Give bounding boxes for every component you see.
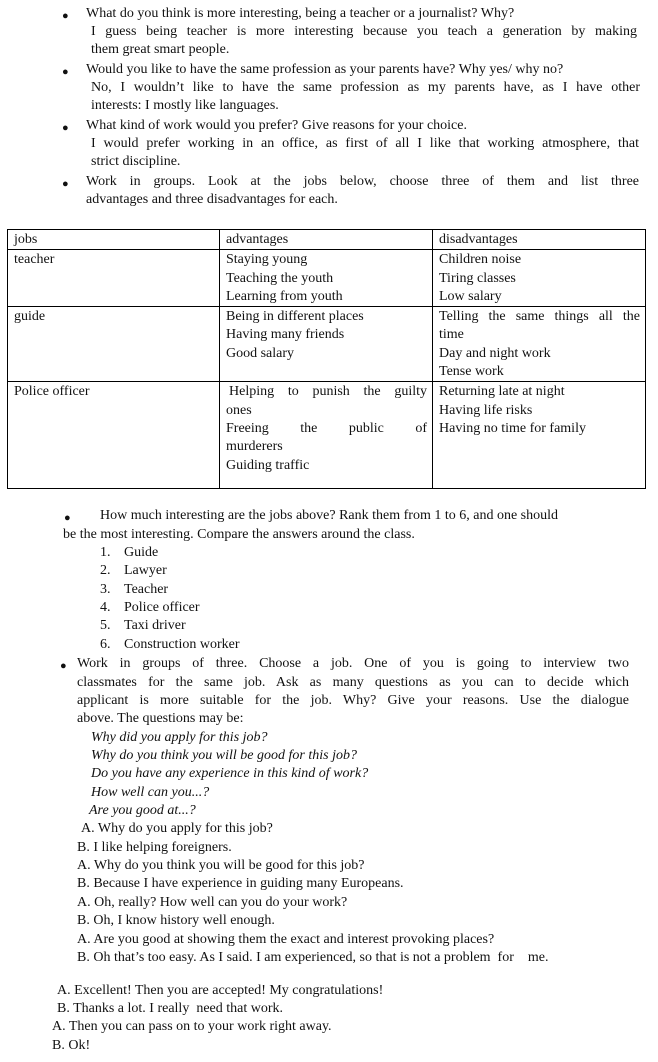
dialogue-line: A. Oh, really? How well can you do your work? [77, 895, 348, 910]
advantage-item: murderers [226, 439, 283, 455]
answer-1-line-1: I guess being teacher is more interesting because you teach a generation by making [91, 24, 637, 39]
sample-question: How well can you...? [91, 785, 210, 800]
interview-task-line-4: above. The questions may be: [77, 711, 244, 726]
group-task-line-2: advantages and three disadvantages for each. [86, 192, 338, 207]
advantage-item: Good salary [226, 345, 295, 361]
header-advantages: advantages [220, 230, 433, 250]
bullet-icon: ● [62, 122, 69, 134]
header-disadvantages: disadvantages [433, 230, 646, 250]
answer-3-line-2: strict discipline. [91, 154, 181, 169]
advantage-item: Helping to punish the guilty [229, 384, 427, 400]
disadvantages-cell [433, 250, 646, 307]
table-row [8, 307, 646, 382]
question-2: Would you like to have the same profession as your parents have? Why yes/ why no? [86, 62, 564, 77]
table-header-row [8, 230, 646, 250]
disadvantage-item: Children noise [439, 252, 522, 268]
ranking-item: Lawyer [124, 563, 167, 578]
disadvantage-item: Low salary [439, 288, 502, 304]
dialogue-end-line: A. Then you can pass on to your work right away. [52, 1019, 332, 1034]
dialogue-line: A. Why do you think you will be good for this job? [77, 858, 365, 873]
advantage-item: Having many friends [226, 327, 345, 343]
bullet-icon: ● [62, 178, 69, 190]
job-cell: teacher [8, 250, 220, 307]
disadvantages-cell [433, 307, 646, 382]
bullet-icon: ● [64, 512, 71, 524]
answer-2-line-2: interests: I mostly like languages. [91, 98, 279, 113]
sample-question: Do you have any experience in this kind of work? [91, 766, 369, 781]
ranking-number: 4. [100, 600, 111, 615]
advantage-item: Learning from youth [226, 288, 343, 304]
sample-question: Why do you think you will be good for this job? [91, 748, 357, 763]
advantage-item: Freeing the public of [226, 420, 427, 436]
jobs-table [7, 229, 646, 489]
answer-2-line-1: No, I wouldn’t like to have the same profession as my parents have, as I have other [91, 80, 640, 95]
dialogue-line: B. Oh, I know history well enough. [77, 913, 275, 928]
ranking-number: 3. [100, 582, 111, 597]
ranking-item: Teacher [124, 582, 169, 597]
advantage-item: Guiding traffic [226, 457, 310, 473]
job-cell: guide [8, 307, 220, 382]
header-jobs: jobs [8, 230, 220, 250]
answer-3-line-1: I would prefer working in an office, as first of all I like that working atmosphere, that [91, 136, 639, 151]
dialogue-end-line: B. Thanks a lot. I really need that work. [57, 1001, 284, 1016]
advantage-item: ones [226, 402, 252, 418]
ranking-line-1: How much interesting are the jobs above? Rank them from 1 to 6, and one should [100, 508, 559, 523]
ranking-number: 2. [100, 563, 111, 578]
dialogue-line: A. Are you good at showing them the exact and interest provoking places? [77, 932, 495, 947]
disadvantages-cell [433, 382, 646, 489]
sample-question: Why did you apply for this job? [91, 730, 268, 745]
interview-task-line-3: applicant is more suitable for the job. Why? Give your reasons. Use the dialogue [77, 693, 629, 708]
interview-task-line-2: classmates for the same job. Ask as many questions as you can to decide which [77, 675, 629, 690]
disadvantage-item: Day and night work [439, 345, 551, 361]
bullet-icon: ● [62, 66, 69, 78]
dialogue-line: B. Because I have experience in guiding many Europeans. [77, 876, 404, 891]
answer-1-line-2: them great smart people. [91, 42, 230, 57]
sample-question: Are you good at...? [89, 803, 196, 818]
advantages-cell [220, 307, 433, 382]
interview-task-line-1: Work in groups of three. Choose a job. One of you is going to interview two [77, 656, 629, 671]
ranking-number: 6. [100, 637, 111, 652]
bullet-icon: ● [60, 660, 67, 672]
ranking-item: Construction worker [124, 637, 240, 652]
bullet-icon: ● [62, 10, 69, 22]
ranking-number: 1. [100, 545, 111, 560]
table-row [8, 382, 646, 489]
dialogue-line: B. Oh that’s too easy. As I said. I am experienced, so that is not a problem for me. [77, 950, 549, 965]
ranking-number: 5. [100, 618, 111, 633]
disadvantage-item: Tense work [439, 364, 504, 380]
job-cell: Police officer [8, 382, 220, 489]
ranking-item: Taxi driver [124, 618, 186, 633]
dialogue-line: B. I like helping foreigners. [77, 840, 232, 855]
disadvantage-item: Having life risks [439, 402, 533, 418]
disadvantage-item: Returning late at night [439, 384, 565, 400]
advantages-cell [220, 382, 433, 489]
dialogue-end-line: B. Ok! [52, 1038, 91, 1053]
disadvantage-item: Telling the same things all the [439, 309, 640, 325]
question-3: What kind of work would you prefer? Give reasons for your choice. [86, 118, 467, 133]
disadvantage-item: Having no time for family [439, 420, 586, 436]
disadvantage-item: Tiring classes [439, 270, 516, 286]
table-row [8, 250, 646, 307]
group-task-line-1: Work in groups. Look at the jobs below, choose three of them and list three [86, 174, 639, 189]
advantage-item: Being in different places [226, 309, 364, 325]
advantage-item: Staying young [226, 252, 308, 268]
ranking-line-2: be the most interesting. Compare the answers around the class. [63, 527, 415, 542]
disadvantage-item: time [439, 327, 464, 343]
ranking-item: Guide [124, 545, 159, 560]
dialogue-end-line: A. Excellent! Then you are accepted! My congratulations! [57, 983, 384, 998]
advantage-item: Teaching the youth [226, 270, 334, 286]
dialogue-line: A. Why do you apply for this job? [81, 821, 273, 836]
question-1: What do you think is more interesting, being a teacher or a journalist? Why? [86, 6, 515, 21]
advantages-cell [220, 250, 433, 307]
ranking-item: Police officer [124, 600, 200, 615]
